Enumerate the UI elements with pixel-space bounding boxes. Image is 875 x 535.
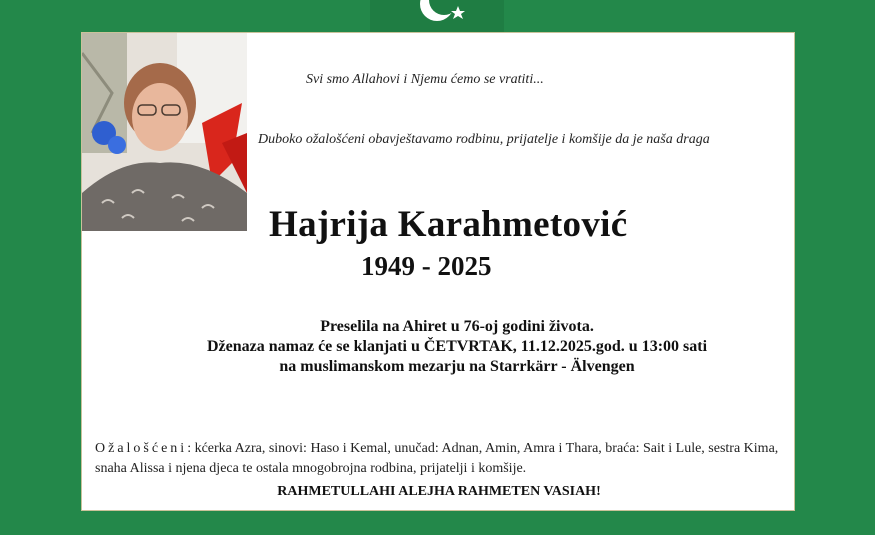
mourners-list: : kćerka Azra, sinovi: Haso i Kemal, unučad: Adnan, Amin, Amra i Thara, braća: Sait i Lule, sestra Kima, snaha Alissa i njena djeca te ostala mnogobrojna rodbina, prijatelji i komšije. [95,441,779,476]
mourners-paragraph [95,439,795,479]
opening-quote: Svi smo Allahovi i Njemu ćemo se vratiti... [306,72,544,87]
burial-location-line: na muslimanskom mezarju na Starrkärr - Älvengen [279,358,635,375]
life-years: 1949 - 2025 [361,251,492,281]
funeral-prayer-line: Dženaza namaz će se klanjati u ČETVRTAK, 11.12.2025.god. u 13:00 sati [206,338,708,355]
crescent-star-icon [370,0,504,32]
obituary-card [81,32,795,511]
mourners-label: Ožalošćeni [95,441,188,456]
deceased-name: Hajrija Karahmetović [269,204,628,245]
passed-away-line: Preselila na Ahiret u 76-oj godini života. [320,318,594,335]
emblem-banner [370,0,504,32]
portrait-photo [82,33,247,231]
announcement-text: Duboko ožalošćeni obavještavamo rodbinu, prijatelje i komšije da je naša draga [258,132,710,147]
closing-prayer: RAHMETULLAHI ALEJHA RAHMETEN VASIAH! [277,484,601,499]
